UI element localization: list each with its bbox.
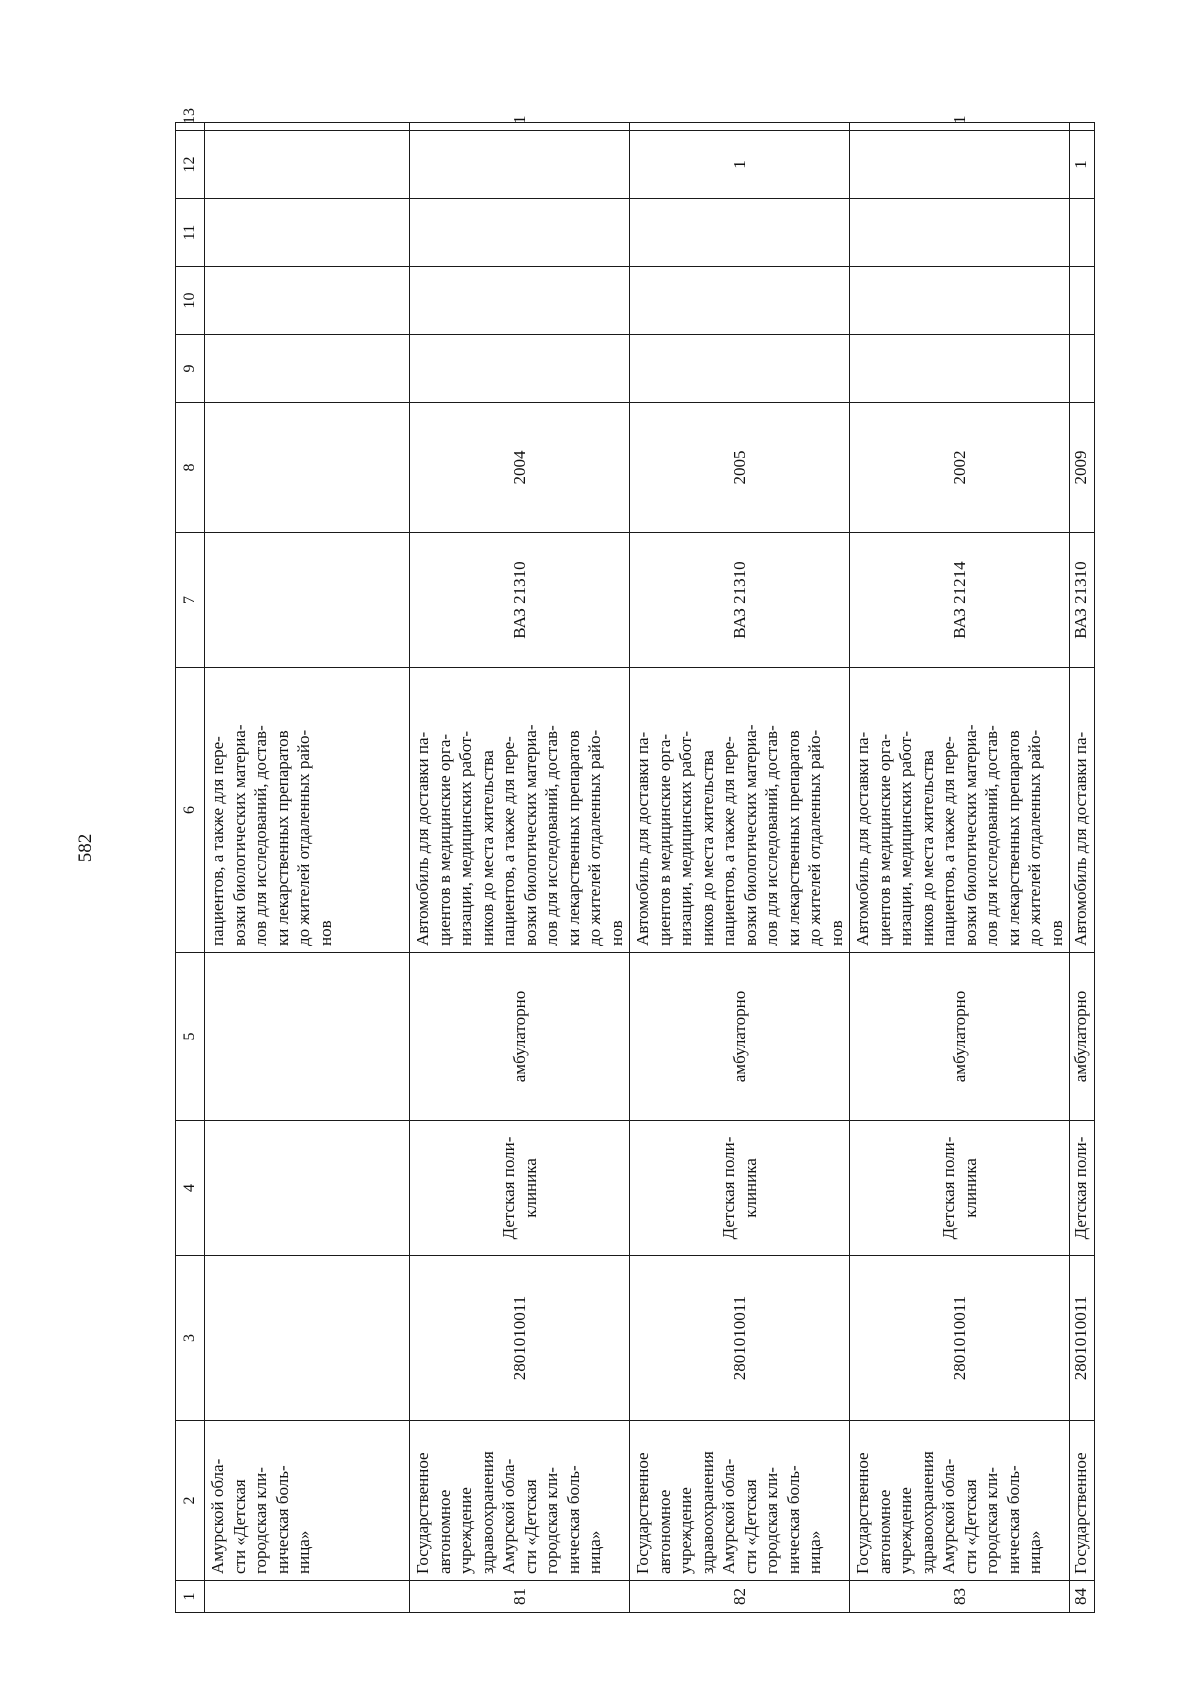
col11-cell: [850, 199, 1070, 267]
col13-cell: 1: [410, 123, 630, 131]
department-cell: [1070, 1121, 1095, 1256]
department-cell: [205, 1121, 410, 1256]
col10-cell: [410, 267, 630, 335]
text-line: до жителей отдаленных райо-: [585, 729, 604, 946]
text-line: здравоохранения: [917, 1451, 937, 1574]
text-line: низации, медицинских работ-: [896, 730, 915, 946]
text-line: Детская поли-: [1071, 1136, 1090, 1240]
header-row: [176, 123, 205, 1613]
text-line: Государственное: [853, 1452, 872, 1574]
care-type-cell: амбулаторно: [850, 953, 1070, 1121]
text-line: ки лекарственных препаратов: [563, 730, 583, 946]
vehicle-register-table: [175, 108, 1095, 1613]
table-row: [850, 123, 1070, 1613]
text-line: учреждение: [676, 1487, 695, 1574]
header-cell: 10: [176, 267, 205, 335]
model-cell: ВАЗ 21310: [630, 533, 850, 668]
text-line: ническая боль-: [563, 1465, 583, 1574]
purpose-cell: [410, 668, 630, 953]
care-type-cell: [205, 953, 410, 1121]
text-line: ница»: [1025, 1530, 1044, 1574]
row-number-cell: 83: [850, 1581, 1070, 1613]
organization-cell: [205, 1421, 410, 1581]
text-line: ки лекарственных препаратов: [783, 730, 803, 946]
department-cell: [850, 1121, 1070, 1256]
text-line: Амурской обла-: [719, 1458, 738, 1574]
text-line: ников до места жительства: [697, 750, 717, 946]
text-line: Государственное: [1071, 1452, 1090, 1574]
text-line: сти «Детская: [229, 1479, 249, 1574]
header-cell: 2: [176, 1421, 205, 1581]
col11-cell: [205, 199, 410, 267]
department-cell: [630, 1121, 850, 1256]
table-row: [1070, 123, 1095, 1613]
text-line: городская кли-: [542, 1467, 561, 1574]
header-cell: 6: [176, 668, 205, 953]
col10-cell: [630, 267, 850, 335]
col10-cell: [205, 267, 410, 335]
text-line: автономное: [434, 1489, 454, 1574]
col9-cell: [205, 335, 410, 403]
text-line: здравоохранения: [477, 1451, 497, 1574]
model-cell: ВАЗ 21310: [1070, 533, 1095, 668]
text-line: Детская поли-: [719, 1136, 738, 1240]
text-line: ников до места жительства: [477, 750, 497, 946]
text-line: сти «Детская: [520, 1479, 540, 1574]
text-line: возки биологических материа-: [520, 724, 540, 946]
header-cell: 12: [176, 131, 205, 199]
text-line: лов для исследований, достав-: [982, 725, 1001, 946]
col10-cell: [850, 267, 1070, 335]
row-number-cell: 82: [630, 1581, 850, 1613]
text-line: Автомобиль для доставки па-: [413, 731, 432, 946]
text-line: Государственное: [633, 1452, 652, 1574]
year-cell: 2009: [1070, 403, 1095, 533]
header-cell: 1: [176, 1581, 205, 1613]
col9-cell: [850, 335, 1070, 403]
text-line: автономное: [654, 1489, 674, 1574]
purpose-cell: [1070, 668, 1095, 953]
table-row: [410, 123, 630, 1613]
text-line: нов: [826, 920, 846, 946]
text-line: Автомобиль для доставки па-: [1071, 731, 1090, 946]
col12-cell: 1: [1070, 131, 1095, 199]
header-cell: 9: [176, 335, 205, 403]
text-line: возки биологических материа-: [960, 724, 980, 946]
text-line: циентов в медицинские орга-: [874, 733, 894, 946]
text-line: ница»: [805, 1530, 824, 1574]
row-number-cell: 81: [410, 1581, 630, 1613]
col13-cell: 1: [850, 123, 1070, 131]
care-type-cell: амбулаторно: [630, 953, 850, 1121]
text-line: ников до места жительства: [917, 750, 937, 946]
text-line: до жителей отдаленных райо-: [294, 729, 313, 946]
text-line: лов для исследований, достав-: [762, 725, 781, 946]
model-cell: ВАЗ 21214: [850, 533, 1070, 668]
text-line: нов: [606, 920, 626, 946]
department-cell: [410, 1121, 630, 1256]
col11-cell: [410, 199, 630, 267]
text-line: Государственное: [413, 1452, 432, 1574]
organization-cell: [410, 1421, 630, 1581]
col9-cell: [410, 335, 630, 403]
text-line: Автомобиль для доставки па-: [633, 731, 652, 946]
col13-cell: [205, 123, 410, 131]
text-line: нов: [315, 920, 335, 946]
text-line: учреждение: [896, 1487, 915, 1574]
col10-cell: [1070, 267, 1095, 335]
text-line: пациентов, а также для пере-: [499, 736, 518, 946]
organization-cell: [630, 1421, 850, 1581]
care-type-cell: амбулаторно: [410, 953, 630, 1121]
col13-cell: [630, 123, 850, 131]
text-line: Детская поли-: [939, 1136, 958, 1240]
header-cell: 3: [176, 1256, 205, 1421]
table-row: [630, 123, 850, 1613]
text-line: автономное: [874, 1489, 894, 1574]
col11-cell: [630, 199, 850, 267]
text-line: сти «Детская: [740, 1479, 760, 1574]
text-line: циентов в медицинские орга-: [654, 733, 674, 946]
text-line: нов: [1046, 920, 1066, 946]
text-line: Амурской обла-: [499, 1458, 518, 1574]
code-cell: 2801010011: [630, 1256, 850, 1421]
col9-cell: [1070, 335, 1095, 403]
header-cell: 5: [176, 953, 205, 1121]
text-line: городская кли-: [762, 1467, 781, 1574]
text-line: циентов в медицинские орга-: [434, 733, 454, 946]
text-line: городская кли-: [982, 1467, 1001, 1574]
text-line: клиника: [520, 1158, 540, 1218]
page-number: 582: [75, 833, 96, 863]
text-line: ница»: [585, 1530, 604, 1574]
text-line: здравоохранения: [697, 1451, 717, 1574]
text-line: пациентов, а также для пере-: [719, 736, 738, 946]
code-cell: 2801010011: [850, 1256, 1070, 1421]
text-line: городская кли-: [251, 1467, 270, 1574]
table-row: [205, 123, 410, 1613]
model-cell: ВАЗ 21310: [410, 533, 630, 668]
col13-cell: [1070, 123, 1095, 131]
care-type-cell: амбулаторно: [1070, 953, 1095, 1121]
code-cell: 2801010011: [1070, 1256, 1095, 1421]
text-line: пациентов, а также для пере-: [208, 736, 227, 946]
text-line: низации, медицинских работ-: [676, 730, 695, 946]
text-line: Детская поли-: [499, 1136, 518, 1240]
header-cell: 13: [176, 123, 205, 131]
header-cell: 4: [176, 1121, 205, 1256]
code-cell: 2801010011: [410, 1256, 630, 1421]
col12-cell: 1: [630, 131, 850, 199]
text-line: пациентов, а также для пере-: [939, 736, 958, 946]
text-line: Амурской обла-: [939, 1458, 958, 1574]
text-line: сти «Детская: [960, 1479, 980, 1574]
text-line: клиника: [740, 1158, 760, 1218]
text-line: лов для исследований, достав-: [542, 725, 561, 946]
row-number-cell: 84: [1070, 1581, 1095, 1613]
text-line: лов для исследований, достав-: [251, 725, 270, 946]
header-cell: 8: [176, 403, 205, 533]
year-cell: 2002: [850, 403, 1070, 533]
text-line: ническая боль-: [272, 1465, 292, 1574]
text-line: до жителей отдаленных райо-: [1025, 729, 1044, 946]
col12-cell: [410, 131, 630, 199]
text-line: ки лекарственных препаратов: [1003, 730, 1023, 946]
text-line: ки лекарственных препаратов: [272, 730, 292, 946]
text-line: Амурской обла-: [208, 1458, 227, 1574]
text-line: возки биологических материа-: [740, 724, 760, 946]
text-line: низации, медицинских работ-: [456, 730, 475, 946]
col11-cell: [1070, 199, 1095, 267]
text-line: ническая боль-: [1003, 1465, 1023, 1574]
purpose-cell: [850, 668, 1070, 953]
text-line: ница»: [294, 1530, 313, 1574]
year-cell: [205, 403, 410, 533]
rotated-table-container: [175, 108, 1090, 1613]
col12-cell: [205, 131, 410, 199]
text-line: учреждение: [456, 1487, 475, 1574]
year-cell: 2004: [410, 403, 630, 533]
header-cell: 7: [176, 533, 205, 668]
text-line: Автомобиль для доставки па-: [853, 731, 872, 946]
code-cell: [205, 1256, 410, 1421]
text-line: клиника: [960, 1158, 980, 1218]
col9-cell: [630, 335, 850, 403]
header-cell: 11: [176, 199, 205, 267]
col12-cell: [850, 131, 1070, 199]
text-line: возки биологических материа-: [229, 724, 249, 946]
purpose-cell: [630, 668, 850, 953]
year-cell: 2005: [630, 403, 850, 533]
organization-cell: [850, 1421, 1070, 1581]
organization-cell: [1070, 1421, 1095, 1581]
purpose-cell: [205, 668, 410, 953]
text-line: до жителей отдаленных райо-: [805, 729, 824, 946]
row-number-cell: [205, 1581, 410, 1613]
model-cell: [205, 533, 410, 668]
text-line: ническая боль-: [783, 1465, 803, 1574]
